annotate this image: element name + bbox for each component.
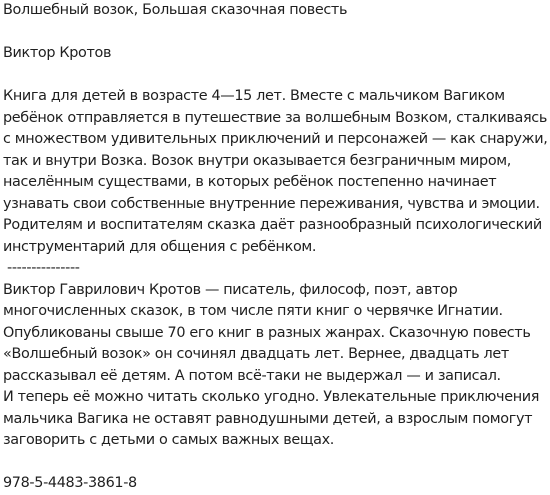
book-description-document [3,0,549,495]
description-line: Родителям и воспитателям сказка даёт разнообразный психологический [3,217,542,233]
description-line: инструментарий для общения с ребёнком. [3,238,317,255]
isbn: 978-5-4483-3861-8 [3,475,137,491]
bio-line: И теперь её можно читать сколько угодно. Увлекательные приключения [3,389,540,405]
book-author: Виктор Кротов [3,45,112,61]
description-line: Книга для детей в возрасте 4—15 лет. Вместе с мальчиком Вагиком [3,88,505,104]
bio-line: рассказывал её детям. А потом всё-таки не выдержал — и записал. [3,367,501,384]
separator: --------------- [7,260,80,276]
description-line: так и внутри Возка. Возок внутри оказывается безграничным миром, [3,152,512,169]
book-title: Волшебный возок, Большая сказочная повесть [3,2,348,18]
bio-line: мальчика Вагика не оставят равнодушными детей, а взрослым помогут [3,410,533,427]
bio-line: многочисленных сказок, в том числе пяти книг о червячке Игнатии. [3,303,503,319]
bio-line: заговорить с детьми о самых важных вещах. [3,432,334,448]
author-bio-paragraph [3,280,549,452]
blank-line [3,22,549,44]
description-line: ребёнок отправляется в путешествие за волшебным Возком, сталкиваясь [3,109,547,126]
bio-line: «Волшебный возок» он сочинял двадцать лет. Вернее, двадцать лет [3,346,509,362]
blank-line [3,452,549,474]
blank-line [3,65,549,87]
description-line: узнавать свои собственные внутренние переживания, чувства и эмоции. [3,195,540,212]
bio-line: Виктор Гаврилович Кротов — писатель, философ, поэт, автор [3,281,458,298]
description-line: с множеством удивительных приключений и персонажей — как снаружи, [3,131,548,147]
bio-line: Опубликованы свыше 70 его книг в разных жанрах. Сказочную повесть [3,324,531,341]
description-paragraph [3,86,549,258]
description-line: населённым существами, в которых ребёнок постепенно начинает [3,174,497,190]
